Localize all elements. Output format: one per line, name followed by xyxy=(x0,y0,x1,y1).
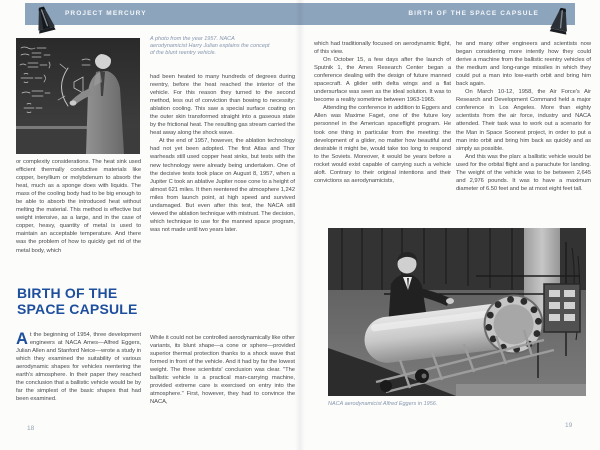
section-intro-paragraph xyxy=(16,331,141,403)
left-page-column2-bottom xyxy=(150,334,295,406)
body-paragraph: On March 10-12, 1958, the Air Force's Air Research and Development Command held a major conference in Los Angeles. More than eighty scientists from the air force, industry and NACA attended. Their task was to work out a scenario for the Man in Space Soonest project, in order to put a man into orbit and bring him back as quickly and as simply as possible. xyxy=(456,89,591,152)
body-paragraph: or complexity considerations. The heat sink used efficient thermally conductive materials like copper, beryllium or molybdenum to absorb the heat, much as a sponge does with liquids. The mass of the cooling body had to be big enough to be able to absorb the introduced heat without melting the material. This method is effective but weight intensive, as a large, and in the case of copper, heavy, quantity of metal is used to maintain an acceptable temperature. And there was the problem of how to quickly get rid of the metal body, which xyxy=(16,159,141,254)
right-page-column1 xyxy=(314,40,451,185)
left-photo-caption: A photo from the year 1957. NACA aerodynamicist Harry Julian explains the concept of the blunt reentry vehicle. xyxy=(150,36,270,57)
page-number-right: 19 xyxy=(565,422,573,429)
mercury-capsule-icon-right xyxy=(544,4,576,39)
eggers-lab-photo xyxy=(328,228,586,396)
body-paragraph: While it could not be controlled aerodynamically like other variants, its blunt shape—a cone or sphere—provided superior thermal protection thanks to a shock wave that formed in front of the vehicle. And it had by far the lowest weight. The three scientists' conclusion was clear. "The ballistic vehicle is a practical man-carrying machine, provided extreme care is exercised on entry into the atmosphere." First, however, they had to convince the NACA, xyxy=(150,335,295,406)
right-photo-caption: NACA aerodynamicist Alfred Eggers in 1956. xyxy=(328,401,438,407)
blackboard-photo xyxy=(16,38,140,154)
body-paragraph: And this was the plan: a ballistic vehicle would be used for the orbital flight and a parachute for landing. The weight of the vehicle was to be between 2,645 and 2,976 pounds. It was to have a maximum diameter of 6.50 feet and be at most eight feet tall. xyxy=(456,153,591,192)
body-paragraph: At the end of 1957, however, the ablation technology had not yet been adopted. The first Atlas and Thor warheads still used copper heat sinks, but tests with the new technology were already being undertaken. One of the decisive tests took place on August 8, 1957, when a Jupiter C took an ablative Jupiter nose cone to a height of almost 621 miles. It then reentered the atmosphere 1,242 miles from launch point, at high speed and survived undamaged. But even after this test, the NACA still viewed the ablation technique with mistrust. The decision, which technique to use for the manned space program, was not made until two years later. xyxy=(150,138,295,233)
body-paragraph: he and many other engineers and scientists now began considering more intently how they could derive a machine from the ballistic reentry vehicles of the medium and long-range missiles in which they could put a man into low-earth orbit and bring him back again. xyxy=(456,41,591,88)
running-head-left: PROJECT MERCURY xyxy=(65,10,147,17)
body-paragraph: had been heated to many hundreds of degrees during reentry, before the heat reached the interior of the vehicle. For this reason they turned to the second method, less out of conviction than bowing to necessity: ablation cooling. This saw a special surface coating on the outer skin transformed straight into a gaseous state by the frictional heat. The resulting gas stream carried the heat away along the shock wave. xyxy=(150,74,295,137)
running-head-right: BIRTH OF THE SPACE CAPSULE xyxy=(408,10,539,17)
section-heading: BIRTH OF THE SPACE CAPSULE xyxy=(17,285,138,317)
body-paragraph: On October 15, a few days after the launch of Sputnik 1, the Ames Research Center began a conference dealing with the design of future manned spacecraft. A glider with delta wings and a flat undersurface was seen as the ideal solution. It was to become a reality sometime between 1963-1965. xyxy=(314,57,451,104)
mercury-capsule-icon-left xyxy=(28,2,60,37)
left-page-column1 xyxy=(16,158,141,255)
left-page-column2-top xyxy=(150,73,295,234)
page-gutter xyxy=(295,0,305,450)
body-paragraph: Attending the conference in addition to Eggers and Allen was Maxime Faget, one of the future key personnel in the American spaceflight program. He took one thing in particular from the meeting: the development of a glider, no matter how beautiful and desirable it might be, would take too long to respond to the Soviets. Moreover, it would be years before a rocket would exist capable of carrying such a vehicle aloft. Contrary to their original intentions and their convictions as aerodynamicists, xyxy=(314,105,451,184)
page-number-left: 18 xyxy=(27,425,35,432)
body-paragraph: which had traditionally focused on aerodynamic flight, of this view. xyxy=(314,41,451,56)
right-page-column2 xyxy=(456,40,591,193)
drop-cap: A xyxy=(16,330,28,348)
body-paragraph: At the beginning of 1954, three development engineers at NACA Ames—Alfred Eggers, Julian Allen and Stanford Neice—wrote a study in which they examined the suitability of various aerodynamic shapes for vehicles reentering the earth's atmosphere. In their paper they reached the conclusion that a ballistic vehicle would be by far the simplest of the basic shapes that had been examined. xyxy=(16,330,141,403)
